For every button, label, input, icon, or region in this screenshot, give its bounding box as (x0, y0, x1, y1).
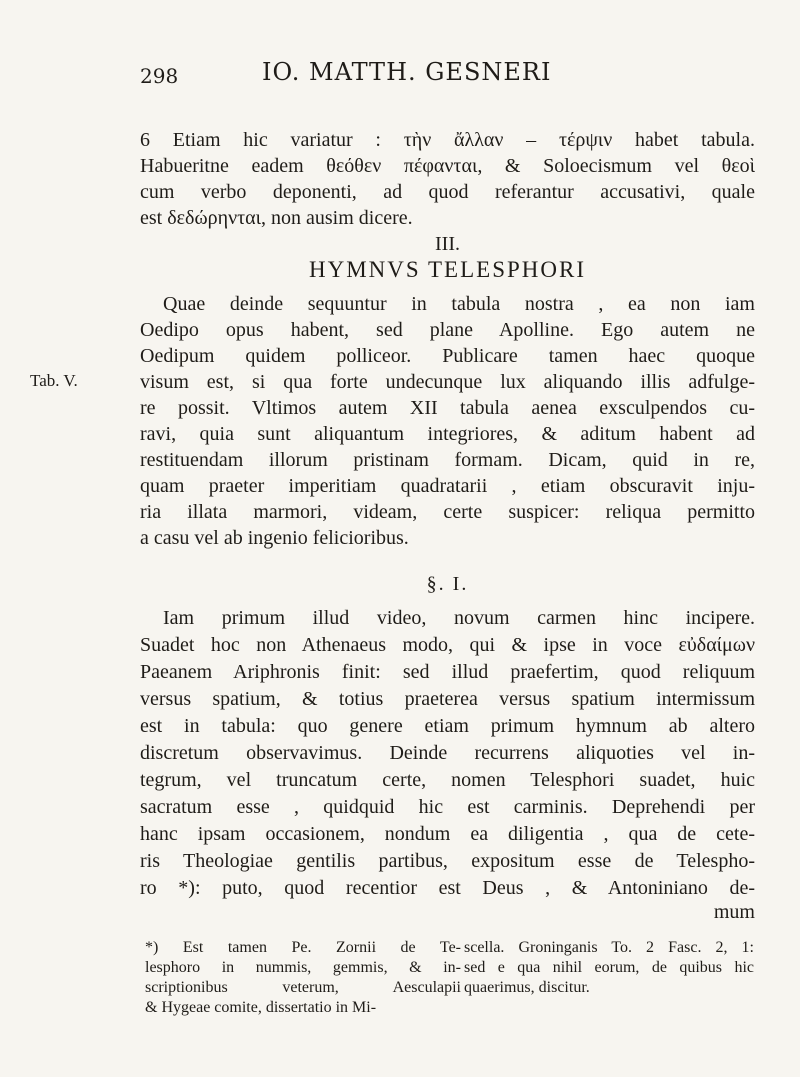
text-line: ria illata marmori, videam, certe suspicer: reliqua permitto (140, 501, 755, 523)
footnote-line: scella. Groninganis To. 2 Fasc. 2, 1: (464, 939, 754, 956)
text-line: cum verbo deponenti, ad quod referantur accusativi, quale (140, 181, 755, 203)
text-line: ravi, quia sunt aliquantum integriores, & aditum habent ad (140, 423, 755, 445)
text-line: Oedipum quidem polliceor. Publicare tamen haec quoque (140, 345, 755, 367)
footnote-line: *) Est tamen Pe. Zornii de Te- (145, 939, 461, 956)
text-line: Habueritne eadem θεόθεν πέφανται, & Soloecismum vel θεοὶ (140, 155, 755, 177)
hymn-title: HYMNVS TELESPHORI (308, 257, 587, 282)
text-line: ro *): puto, quod recentior est Deus , & Antoniniano de- (140, 877, 755, 899)
text-line: discretum observavimus. Deinde recurrens aliquoties vel in- (140, 742, 755, 764)
page-number: 298 (140, 64, 179, 88)
text-line: quam praeter imperitiam quadratarii , etiam obscuravit inju- (140, 475, 755, 497)
text-line: sacratum esse , quidquid hic est carminis. Deprehendi per (140, 796, 755, 818)
text-line: Paeanem Ariphronis finit: sed illud praefertim, quod reliquum (140, 661, 755, 683)
footnote-line: lesphoro in nummis, gemmis, & in- (145, 959, 461, 976)
footnote-line: scriptionibus veterum, Aesculapii (145, 979, 461, 996)
text-line: visum est, si qua forte undecunque lux aliquando illis adfulge- (140, 371, 755, 393)
text-line: versus spatium, & totius praeterea versus spatium intermissum (140, 688, 755, 710)
text-line: 6 Etiam hic variatur : τὴν ἄλλαν – τέρψιν habet tabula. (140, 129, 755, 151)
text-line: re possit. Vltimos autem XII tabula aenea exsculpendos cu- (140, 397, 755, 419)
text-line: restituendam illorum pristinam formam. Dicam, quid in re, (140, 449, 755, 471)
text-line: est δεδώρηνται, non ausim dicere. (140, 207, 413, 229)
text-line: tegrum, vel truncatum certe, nomen Telesphori suadet, huic (140, 769, 755, 791)
text-line: est in tabula: quo genere etiam primum hymnum ab altero (140, 715, 755, 737)
footnote-line: & Hygeae comite, dissertatio in Mi- (145, 999, 377, 1016)
text-line: Iam primum illud video, novum carmen hinc incipere. (163, 607, 755, 629)
text-line: Oedipo opus habent, sed plane Apolline. Ego autem ne (140, 319, 755, 341)
section-number: III. (435, 233, 460, 255)
running-header (140, 58, 640, 88)
footnote-line: sed e qua nihil eorum, de quibus hic (464, 959, 754, 976)
footnote-line: quaerimus, discitur. (464, 979, 590, 996)
text-line: a casu vel ab ingenio felicioribus. (140, 527, 409, 549)
text-line-last: mum (713, 901, 755, 923)
text-line: ris Theologiae gentilis partibus, expositum esse de Telespho- (140, 850, 755, 872)
running-title: IO. MATTH. GESNERI (262, 58, 552, 86)
section-sign: §. I. (426, 573, 469, 595)
margin-note: Tab. V. (30, 371, 78, 390)
text-line: hanc ipsam occasionem, nondum ea diligentia , qua de cete- (140, 823, 755, 845)
text-line: Quae deinde sequuntur in tabula nostra , ea non iam (163, 293, 755, 315)
text-line: Suadet hoc non Athenaeus modo, qui & ipse in voce εὐδαίμων (140, 634, 755, 656)
